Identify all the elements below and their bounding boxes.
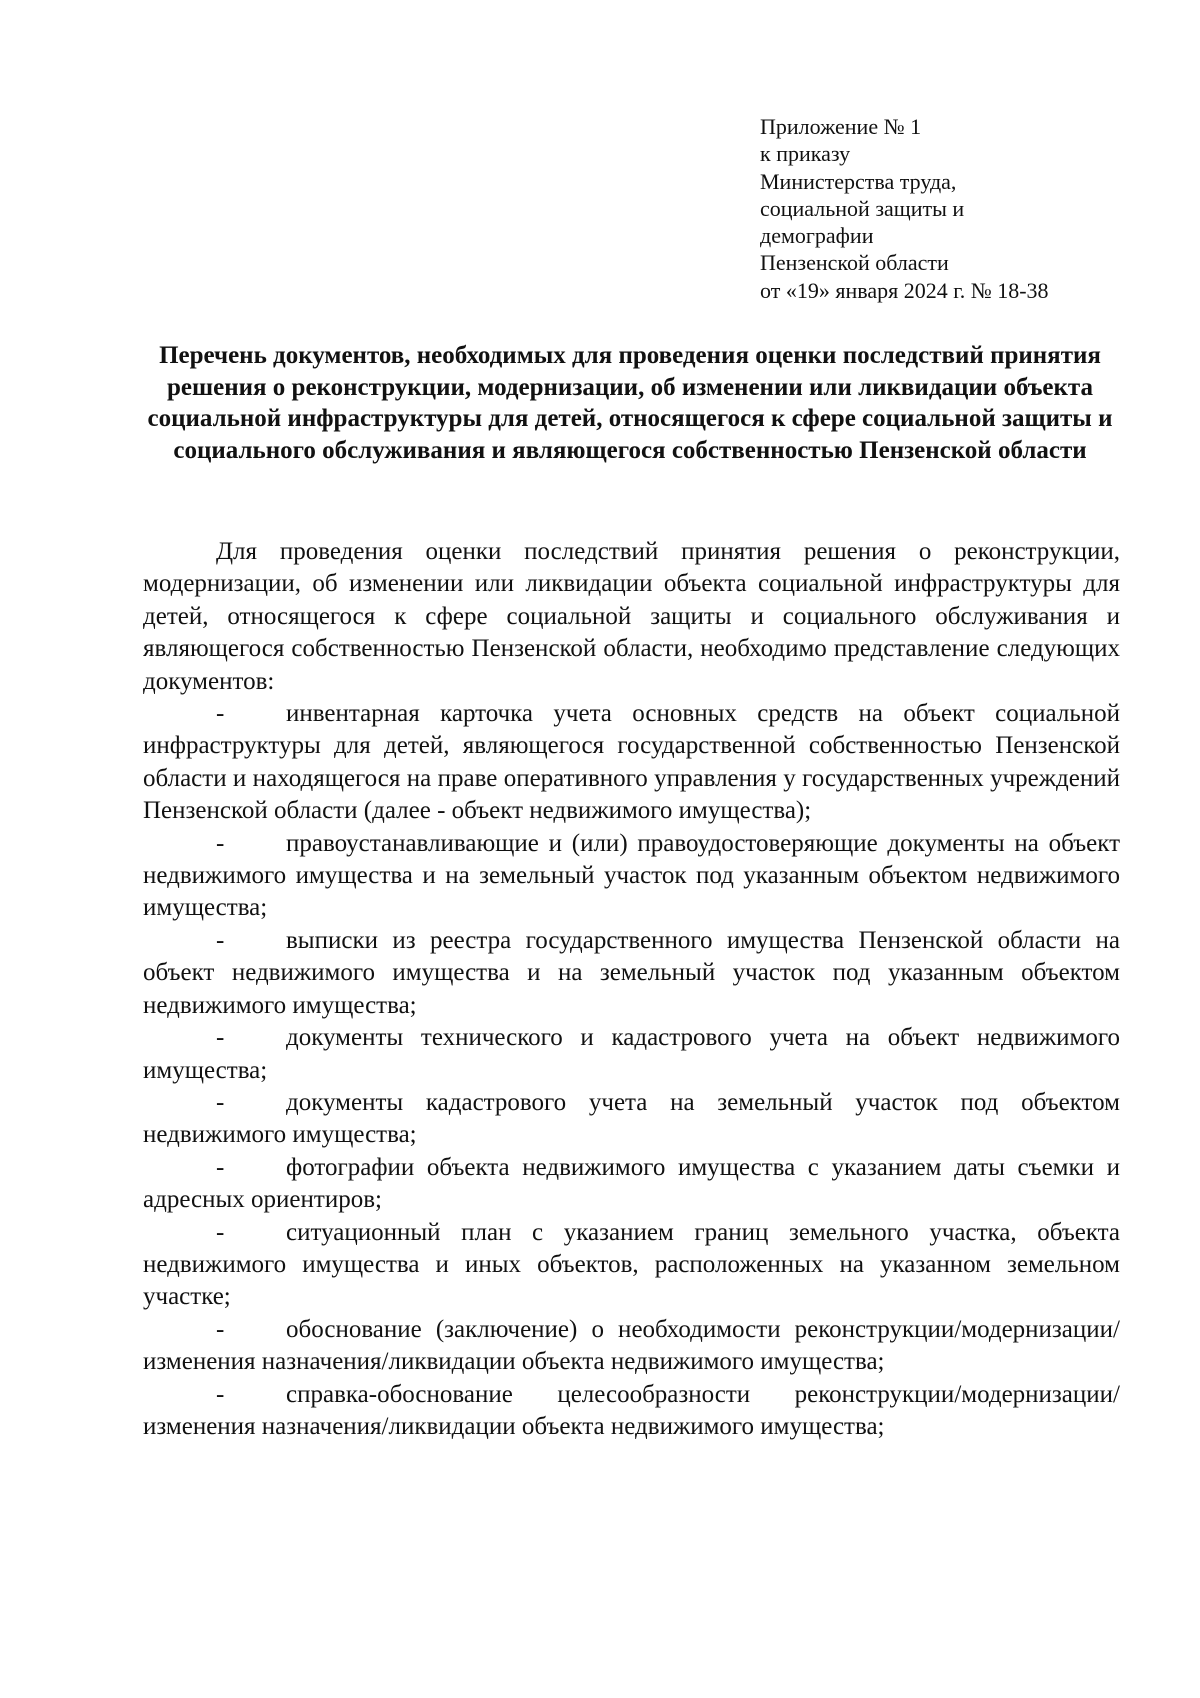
list-dash: -: [216, 829, 225, 857]
list-dash: -: [216, 1380, 225, 1408]
list-item: [143, 1087, 1120, 1152]
appendix-line: Пензенской области: [760, 250, 949, 276]
list-item-text: фотографии объекта недвижимого имущества с указанием даты съемки и адресных ориентиров;: [143, 1153, 1120, 1214]
appendix-line: к приказу: [760, 141, 851, 167]
list-dash: -: [216, 926, 225, 954]
list-item-text: документы технического и кадастрового учета на объект недвижимого имущества;: [143, 1024, 1120, 1084]
list-item-text: документы кадастрового учета на земельный участок под объектом недвижимого имущества;: [143, 1088, 1120, 1149]
list-dash: -: [216, 1218, 225, 1246]
document-title: Перечень документов, необходимых для проведения оценки последствий принятия решения о реконструкции, модернизации, об изменении или ликвидации объекта социальной инфраструктуры для детей, относящегося к сфере социальной защиты и социального обслуживания и являющегося собственностью Пензенской области: [147, 342, 1113, 464]
list-item-text: инвентарная карточка учета основных средств на объект социальной инфраструктуры для детей, являющегося государственной собственностью Пензенской области и находящегося на праве оперативного управления у государственных учреждений Пензенской области (далее - объект недвижимого имущества);: [143, 700, 1120, 825]
list-dash: -: [216, 1315, 225, 1343]
appendix-line: Министерства труда,: [760, 168, 957, 194]
appendix-line: от «19» января 2024 г. № 18-38: [760, 277, 1049, 303]
list-item: [143, 828, 1120, 925]
list-item-text: выписки из реестра государственного имущества Пензенской области на объект недвижимого имущества и на земельный участок под указанным объектом недвижимого имущества;: [143, 926, 1120, 1019]
list-item: [143, 925, 1120, 1022]
appendix-line: Приложение № 1: [760, 114, 922, 139]
list-item: [143, 1314, 1120, 1379]
appendix-line: демографии: [760, 223, 874, 249]
document-body: [143, 536, 1120, 1443]
list-item-text: правоустанавливающие и (или) правоудостоверяющие документы на объект недвижимого имущества и на земельный участок под указанным объектом недвижимого имущества;: [143, 829, 1120, 922]
list-item-text: обоснование (заключение) о необходимости реконструкции/модернизации/изменения назначения/ликвидации объекта недвижимого имущества;: [143, 1315, 1120, 1376]
list-item: [143, 698, 1120, 828]
list-item-text: справка-обоснование целесообразности реконструкции/модернизации/изменения назначения/ликвидации объекта недвижимого имущества;: [143, 1380, 1120, 1440]
list-item-text: ситуационный план с указанием границ земельного участка, объекта недвижимого имущества и иных объектов, расположенных на указанном земельном участке;: [143, 1218, 1120, 1311]
list-dash: -: [216, 1153, 225, 1181]
list-item: [143, 1152, 1120, 1217]
list-item: [143, 1022, 1120, 1087]
list-dash: -: [216, 1088, 225, 1116]
list-item: [143, 1379, 1120, 1444]
appendix-header: [760, 113, 1049, 304]
list-dash: -: [216, 1024, 225, 1052]
intro-paragraph: Для проведения оценки последствий принятия решения о реконструкции, модернизации, об изменении или ликвидации объекта социальной инфраструктуры для детей, относящегося к сфере социальной защиты и социального обслуживания и являющегося собственностью Пензенской области, необходимо представление следующих документов:: [143, 538, 1120, 695]
list-dash: -: [216, 700, 225, 728]
appendix-line: социальной защиты и: [760, 195, 965, 221]
list-item: [143, 1217, 1120, 1314]
